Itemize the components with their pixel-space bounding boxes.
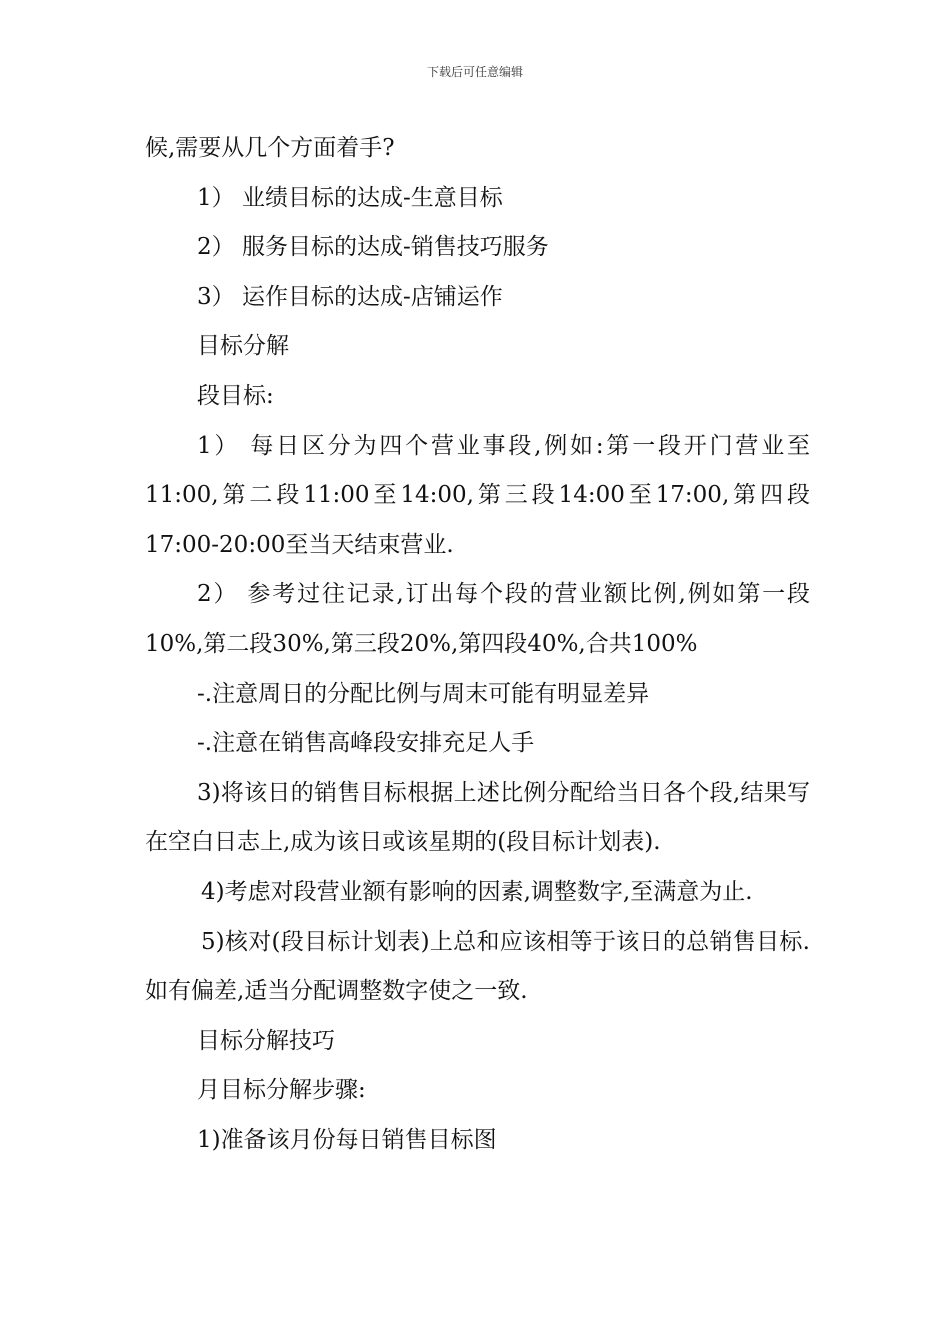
list-item-service-goal: 2） 服务目标的达成-销售技巧服务	[197, 234, 549, 261]
paragraph-continuation: 候,需要从几个方面着手?	[145, 135, 395, 161]
note-peak-staffing: -.注意在销售高峰段安排充足人手	[197, 730, 535, 757]
subheading-segment-goal: 段目标:	[197, 382, 274, 409]
list-item-business-goal: 1） 业绩目标的达成-生意目标	[197, 184, 503, 211]
paragraph-step-5: 5)核对(段目标计划表)上总和应该相等于该日的总销售目标.如有偏差,适当分配调整数字使之一致.	[145, 928, 810, 1005]
paragraph-step-4: 4)考虑对段营业额有影响的因素,调整数字,至满意为止.	[201, 878, 753, 905]
page-header: 下载后可任意编辑	[426, 65, 523, 79]
section-heading-breakdown-tips: 目标分解技巧	[197, 1027, 335, 1054]
paragraph-step-1: 1） 每日区分为四个营业事段,例如:第一段开门营业至11:00,第二段11:00至14:00,第三段14:00至17:00,第四段17:00-20:00至当天结束营业.	[145, 432, 810, 558]
subheading-monthly-steps: 月目标分解步骤:	[197, 1077, 366, 1104]
note-weekday-ratio: -.注意周日的分配比例与周末可能有明显差异	[197, 680, 650, 707]
paragraph-monthly-step-1: 1)准备该月份每日销售目标图	[197, 1126, 497, 1153]
paragraph-step-3: 3)将该日的销售目标根据上述比例分配给当日各个段,结果写在空白日志上,成为该日或该星期的(段目标计划表).	[145, 779, 810, 856]
document-body	[145, 124, 810, 1165]
section-heading-goal-breakdown: 目标分解	[197, 333, 289, 360]
list-item-operation-goal: 3） 运作目标的达成-店铺运作	[197, 283, 503, 310]
paragraph-step-2: 2） 参考过往记录,订出每个段的营业额比例,例如第一段10%,第二段30%,第三段20%,第四段40%,合共100%	[145, 581, 810, 657]
